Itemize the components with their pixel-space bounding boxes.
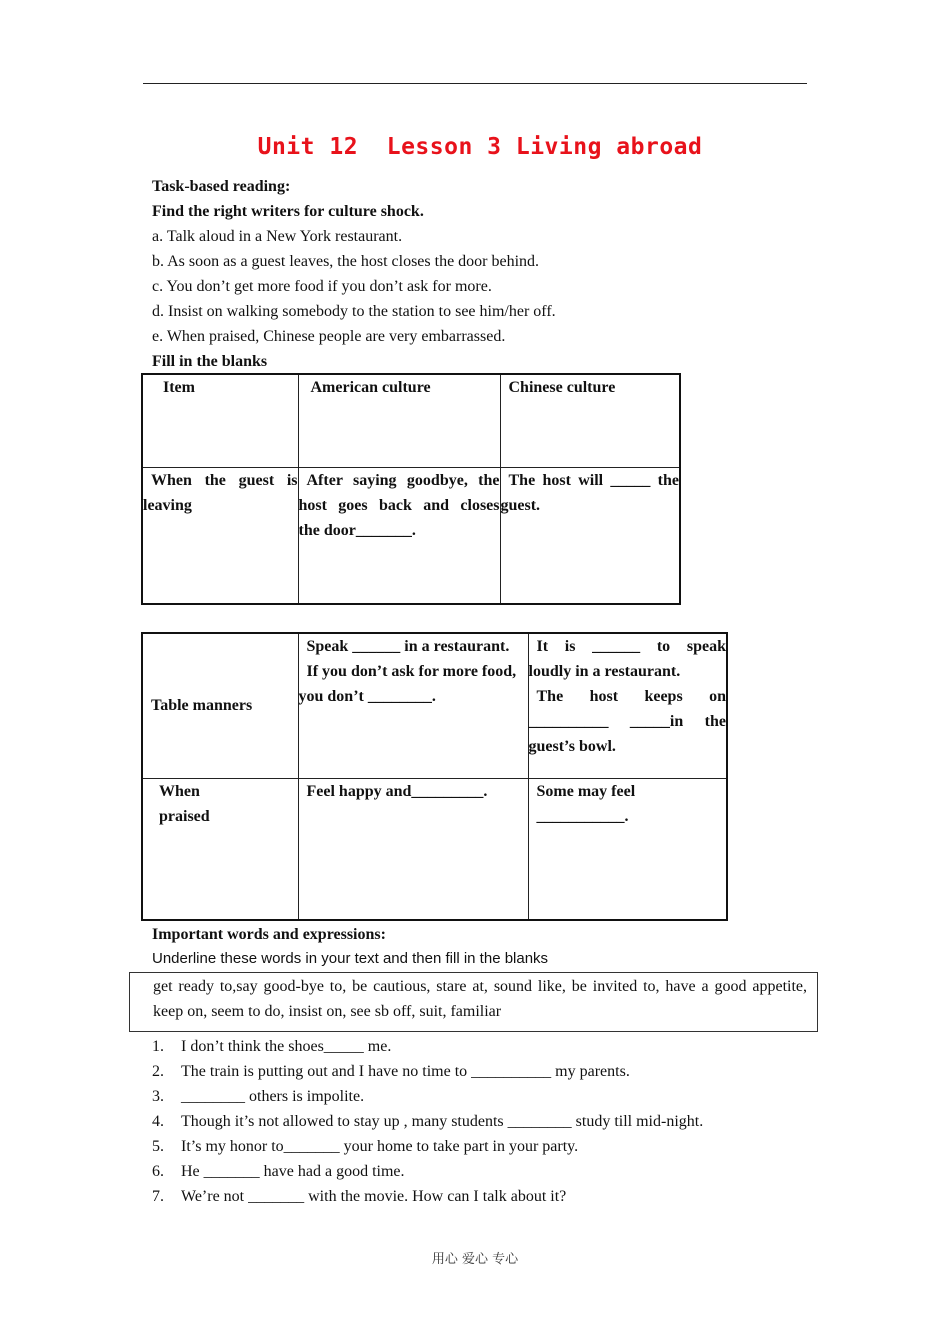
- task-instruction: Find the right writers for culture shock.: [152, 203, 424, 220]
- chinese-manners-line2: loudly in a restaurant.: [528, 663, 681, 680]
- american-leaving-line1: After saying goodbye, the: [306, 471, 500, 489]
- american-manners-line1: Speak ______ in a restaurant.: [306, 638, 510, 655]
- list-item: 5. It’s my honor to_______ your home to take part in your party.: [152, 1138, 579, 1155]
- list-item: 7. We’re not _______ with the movie. How can I talk about it?: [152, 1188, 567, 1205]
- header-item: Item: [142, 374, 298, 467]
- american-manners-line3: you don’t ________.: [298, 688, 436, 705]
- chinese-leaving-line2: guest.: [500, 496, 541, 514]
- task-item-a: a. Talk aloud in a New York restaurant.: [152, 228, 403, 245]
- cell-chinese-praised: [528, 778, 727, 920]
- list-item: 3. ________ others is impolite.: [152, 1088, 365, 1105]
- header-american: American culture: [298, 374, 500, 467]
- task-heading: Task-based reading:: [152, 178, 291, 195]
- task-item-e: e. When praised, Chinese people are very embarrassed.: [152, 328, 506, 345]
- task-item-c: c. You don’t get more food if you don’t ask for more.: [152, 278, 492, 295]
- chinese-manners-line5: guest’s bowl.: [528, 738, 616, 755]
- cell-chinese-manners: [528, 633, 727, 778]
- cell-american-praised: Feel happy and_________.: [298, 778, 528, 920]
- list-item: 6. He _______ have had a good time.: [152, 1163, 405, 1180]
- cell-chinese-leaving: [500, 467, 680, 604]
- page-title: Unit 12 Lesson 3 Living abroad: [257, 134, 703, 160]
- task-item-b: b. As soon as a guest leaves, the host closes the door behind.: [152, 253, 540, 270]
- culture-table-2: [141, 632, 728, 921]
- item-leaving-line2: leaving: [143, 496, 192, 514]
- chinese-praised-line2: ___________.: [536, 807, 629, 825]
- cell-american-manners: [298, 633, 528, 778]
- question-list: [152, 1034, 832, 1209]
- chinese-praised-line1: Some may feel: [536, 782, 636, 800]
- cell-item-leaving: [142, 467, 298, 604]
- words-heading: Important words and expressions:: [152, 926, 386, 943]
- page-footer: 用心 爱心 专心: [431, 1252, 519, 1267]
- list-item: 4. Though it’s not allowed to stay up , many students ________ study till mid-night.: [152, 1113, 704, 1130]
- cell-table-manners: Table manners: [142, 633, 298, 778]
- word-list-box: get ready to,say good-bye to, be cautious, stare at, sound like, be invited to, have a good appetite, keep on, seem to do, insist on, see sb off, suit, familiar: [129, 972, 818, 1032]
- words-instruction: Underline these words in your text and then fill in the blanks: [152, 950, 549, 967]
- american-leaving-line2: host goes back and closes: [298, 496, 500, 514]
- task-item-d: d. Insist on walking somebody to the station to see him/her off.: [152, 303, 556, 320]
- praised-line1: When: [159, 782, 200, 800]
- chinese-manners-line4: __________ _____in the: [528, 713, 726, 730]
- culture-table-1: [141, 373, 681, 605]
- american-leaving-line3: the door_______.: [298, 521, 416, 539]
- american-manners-line2: If you don’t ask for more food,: [306, 663, 517, 680]
- item-leaving-line1: When the guest is: [151, 471, 298, 489]
- cell-when-praised: [142, 778, 298, 920]
- chinese-manners-line1: It is ______ to speak: [536, 638, 726, 655]
- praised-line2: praised: [159, 807, 210, 825]
- chinese-manners-line3: The host keeps on: [536, 688, 726, 705]
- header-chinese: Chinese culture: [500, 374, 680, 467]
- list-item: 2. The train is putting out and I have no time to __________ my parents.: [152, 1063, 630, 1080]
- header-rule: [143, 83, 807, 84]
- fill-heading: Fill in the blanks: [152, 353, 268, 370]
- chinese-leaving-line1: The host will _____ the: [508, 471, 679, 489]
- list-item: 1. I don’t think the shoes_____ me.: [152, 1038, 392, 1055]
- cell-american-leaving: [298, 467, 500, 604]
